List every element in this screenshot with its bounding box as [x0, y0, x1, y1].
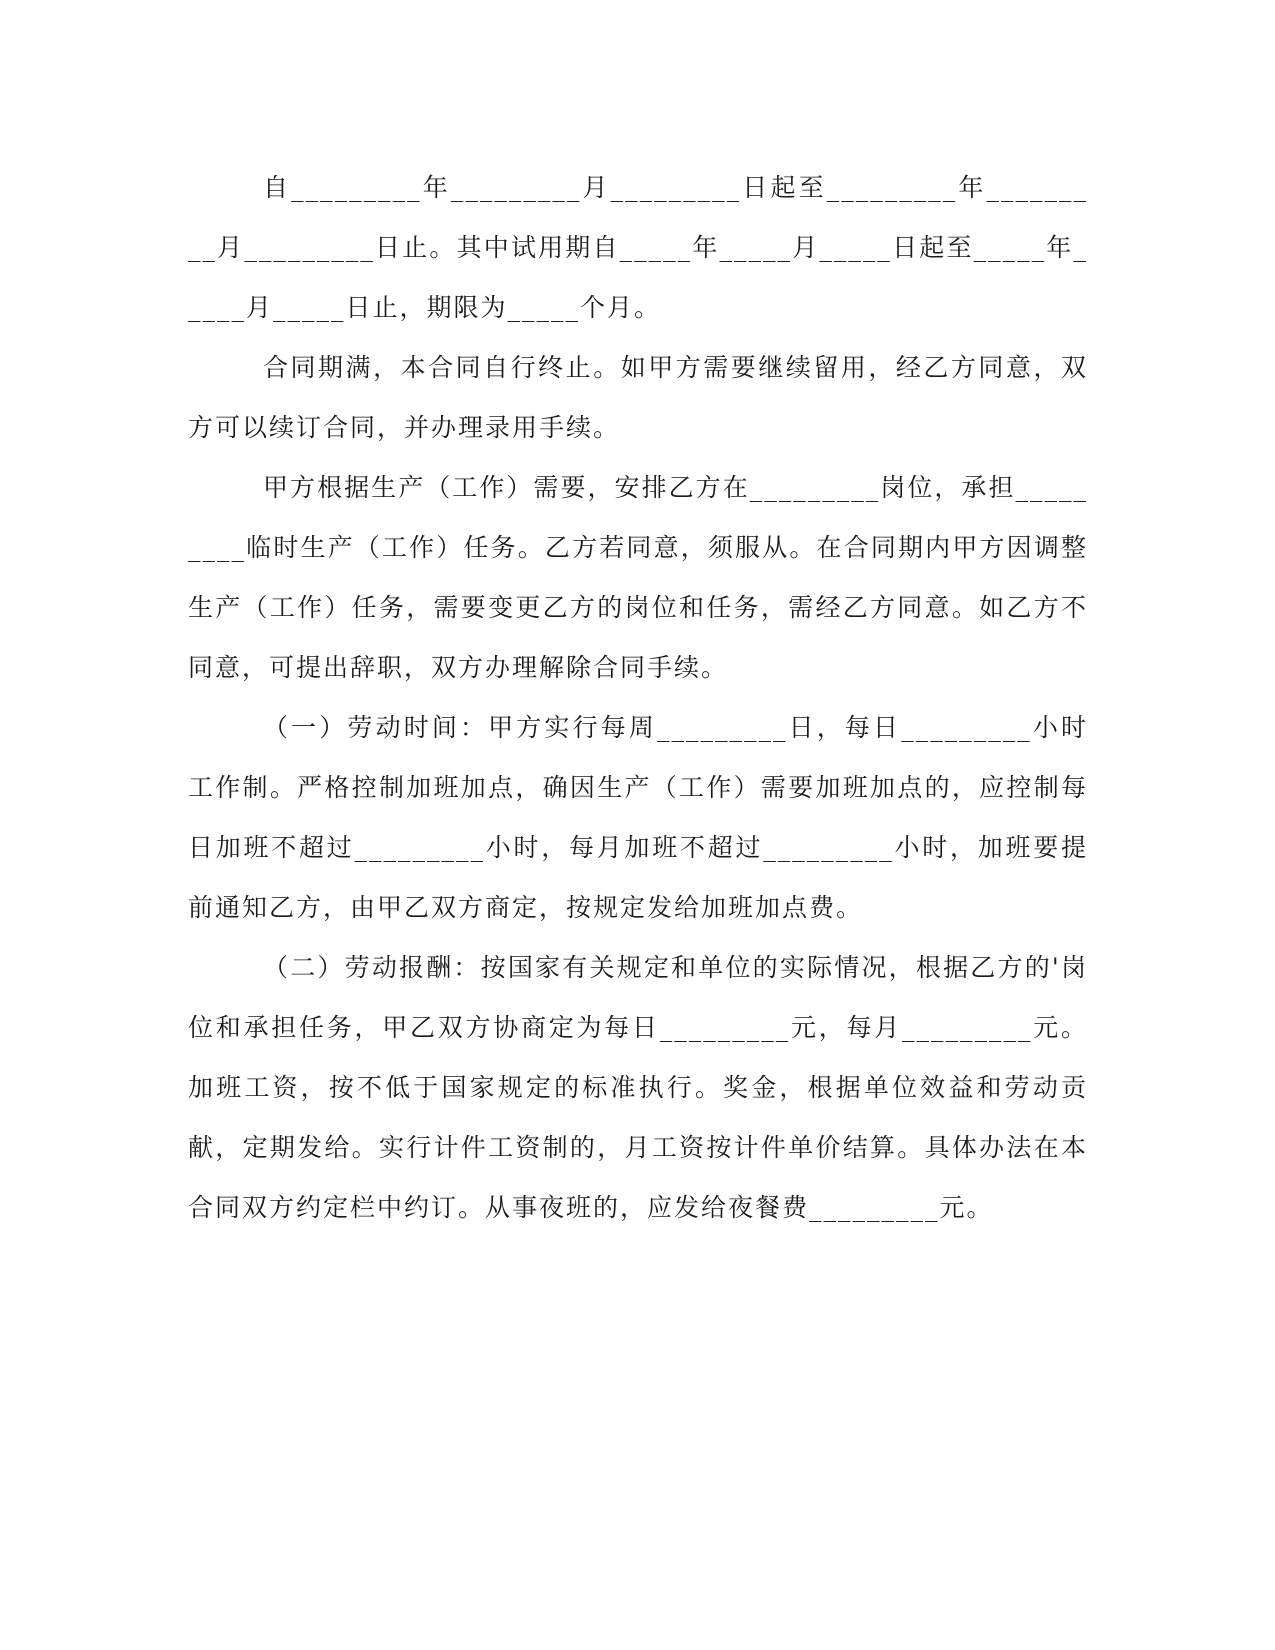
document-page — [188, 158, 1088, 1238]
paragraph-working-hours: （一）劳动时间：甲方实行每周_________日，每日_________小时工作制。严格控制加班加点，确因生产（工作）需要加班加点的，应控制每日加班不超过_________小时，每月加班不超过_________小时，加班要提前通知乙方，由甲乙双方商定，按规定发给加班加点费。 — [188, 713, 1088, 922]
paragraph-contract-period: 自_________年_________月_________日起至_________年_________月_________日止。其中试用期自_____年_____月_____日起至_____年_____月_____日止，期限为_____个月。 — [188, 173, 1088, 322]
paragraph-contract-renewal: 合同期满，本合同自行终止。如甲方需要继续留用，经乙方同意，双方可以续订合同，并办理录用手续。 — [188, 353, 1088, 442]
paragraph-remuneration: （二）劳动报酬：按国家有关规定和单位的实际情况，根据乙方的'岗位和承担任务，甲乙双方协商定为每日_________元，每月_________元。加班工资，按不低于国家规定的标准执行。奖金，根据单位效益和劳动贡献，定期发给。实行计件工资制的，月工资按计件单价结算。具体办法在本合同双方约定栏中约订。从事夜班的，应发给夜餐费_________元。 — [188, 953, 1088, 1222]
paragraph-job-assignment: 甲方根据生产（工作）需要，安排乙方在_________岗位，承担_________临时生产（工作）任务。乙方若同意，须服从。在合同期内甲方因调整生产（工作）任务，需要变更乙方的岗位和任务，需经乙方同意。如乙方不同意，可提出辞职，双方办理解除合同手续。 — [188, 473, 1088, 682]
